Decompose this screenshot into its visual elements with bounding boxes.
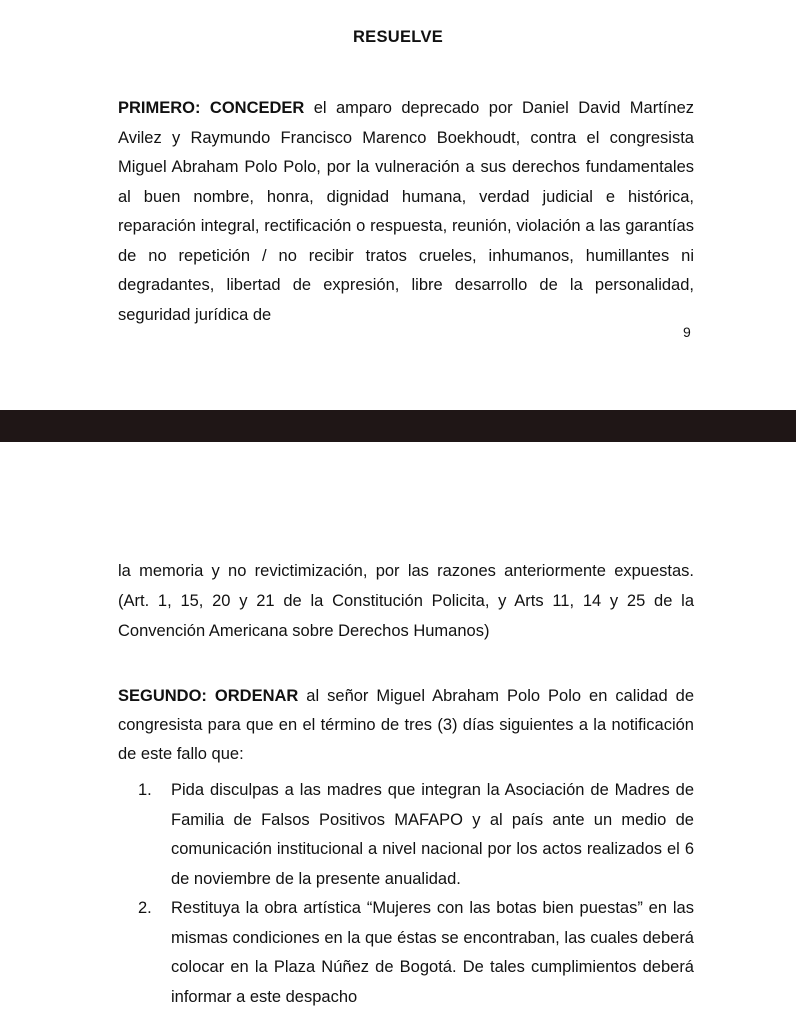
segundo-paragraph (118, 682, 694, 769)
document-page-top (0, 0, 796, 410)
primero-text: el amparo deprecado por Daniel David Martínez Avilez y Raymundo Francisco Marenco Boekhoudt, contra el congresista Miguel Abraham Polo Polo, por la vulneración a sus derechos fundamentales al buen nombre, honra, dignidad humana, verdad judicial e histórica, reparación integral, rectificación o respuesta, reunión, violación a las garantías de no repetición / no recibir tratos crueles, inhumanos, humillantes ni degradantes, libertad de expresión, libre desarrollo de la personalidad, seguridad jurídica de (118, 99, 694, 324)
page-number: 9 (683, 324, 691, 340)
list-item-text: Restituya la obra artística “Mujeres con las botas bien puestas” en las mismas condiciones en la que éstas se encontraban, las cuales deberá colocar en la Plaza Núñez de Bogotá. De tales cumplimientos deberá informar a este despacho (171, 899, 694, 1006)
segundo-label: SEGUNDO: ORDENAR (118, 687, 299, 705)
list-item-number: 2. (138, 899, 152, 917)
list-item (138, 776, 694, 894)
list-item (138, 894, 694, 1012)
segundo-text: al señor Miguel Abraham Polo Polo en calidad de congresista para que en el término de tres (3) días siguientes a la notificación de este fallo que: (118, 687, 694, 763)
primero-label: PRIMERO: CONCEDER (118, 99, 305, 117)
primero-paragraph (118, 94, 694, 330)
continuation-paragraph: la memoria y no revictimización, por las razones anteriormente expuestas. (Art. 1, 15, 20 y 21 de la Constitución Policita, y Arts 11, 14 y 25 de la Convención Americana sobre Derechos Humanos) (118, 562, 694, 640)
list-item-number: 1. (138, 781, 152, 799)
list-item-text: Pida disculpas a las madres que integran la Asociación de Madres de Familia de Falsos Positivos MAFAPO y al país ante un medio de comunicación institucional a nivel nacional por los actos realizados el 6 de noviembre de la presente anualidad. (171, 781, 694, 888)
ordered-list (138, 776, 694, 1012)
document-page-bottom (0, 442, 796, 1024)
page-divider (0, 410, 796, 442)
resolution-heading: RESUELVE (352, 28, 444, 46)
